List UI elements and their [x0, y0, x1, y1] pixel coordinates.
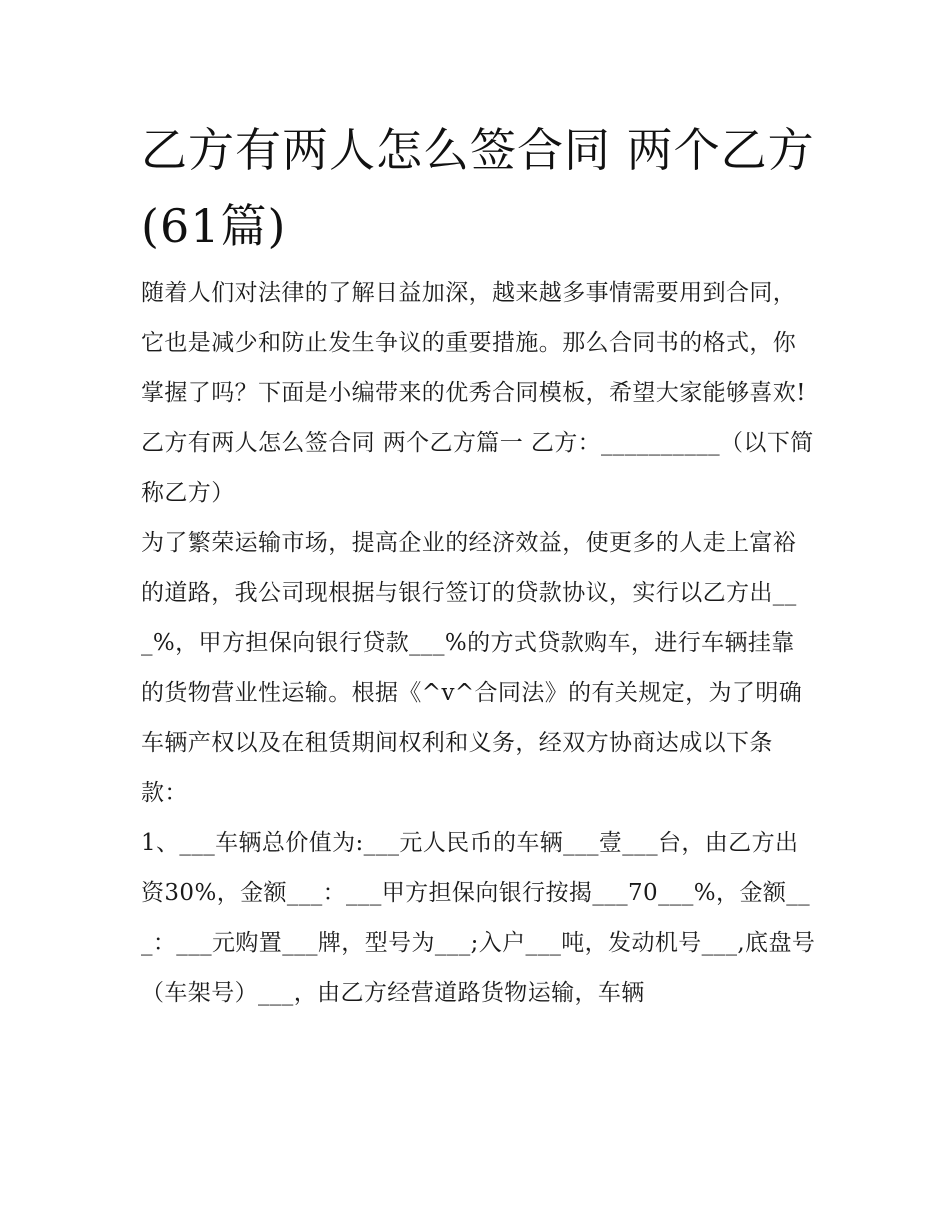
paragraph-party-b: 乙方有两人怎么签合同 两个乙方篇一 乙方：__________（以下简称乙方）: [141, 430, 814, 506]
document-body: [141, 268, 816, 1018]
document-title: 乙方有两人怎么签合同 两个乙方(61篇): [141, 123, 815, 253]
document-content: [141, 112, 816, 1018]
paragraph-clause-1: 1、___车辆总价值为:___元人民币的车辆___壹___台，由乙方出资30%，金额___：___甲方担保向银行按揭___70___%，金额___：___元购置___牌，型号为___;入户___吨，发动机号___,底盘号（车架号）___，由乙方经营道路货物运输，车辆: [141, 830, 816, 1006]
paragraph-purpose: 为了繁荣运输市场，提高企业的经济效益，使更多的人走上富裕的道路，我公司现根据与银行签订的贷款协议，实行以乙方出___%，甲方担保向银行贷款___%的方式贷款购车，进行车辆挂靠的货物营业性运输。根据《^v^合同法》的有关规定，为了明确车辆产权以及在租赁期间权利和义务，经双方协商达成以下条款：: [141, 530, 803, 806]
paragraph-intro: 随着人们对法律的了解日益加深，越来越多事情需要用到合同，它也是减少和防止发生争议的重要措施。那么合同书的格式，你掌握了吗？下面是小编带来的优秀合同模板，希望大家能够喜欢!: [141, 280, 806, 406]
